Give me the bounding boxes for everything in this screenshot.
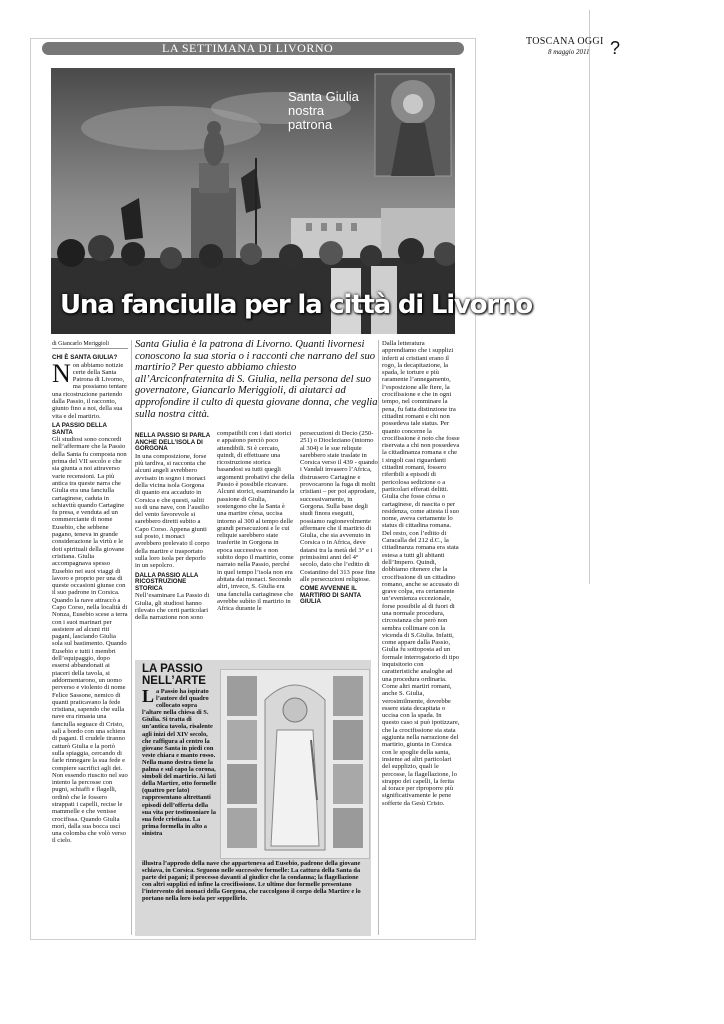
- section-header-bar: [42, 42, 464, 55]
- paragraph: Gli studiosi sono concordi nell’affermare che la Passio della Santa fu composta non prima del VII secolo e che sia giunta a noi attraverso varie recensioni. La più antica tra queste narra che Giulia era una fanciulla cartaginese, caduta in schiavitù quando Cartagine fu presa, e venduta ad un commerciante di nome Eusebio, che sebbene pagano, teneva in grande considerazione la virtù e le doti spirituali della giovane cristiana. Giulia accompagnava spesso Eusebio nei suoi viaggi di lavoro e proprio per una di queste occasioni giunse con il suo padrone in Corsica. Quando la nave attraccò a Capo Corso, nella località di Nonza, Eusebio scese a terra con i suoi marinari per assistere ad alcuni riti pagani, lasciando Giulia sola sul bastimento. Quando Eusebio e tutti i membri dell’equipaggio, dopo essersi abbandonati ai piaceri della tavola, si addormentarono, un uomo perverso e violento di nome Felice Sassone, nemico di quanti praticavano la fede cristiana, sapendo che sulla nave era rimasta una fanciulla seguace di Cristo, salì a bordo con una schiera di pagani. Il crudele tiranno catturò Giulia e la portò sulla spiaggia, cercando di farle rinnegare la sua fede e compiere sacrifici agli dei. Non essendo riuscito nel suo intento la percosse con pugni, schiaffi e flagelli, ordinò che le fossero strappati i capelli, recise le mammelle e che venisse crocifissa. Quando Giulia morì, dalla sua bocca uscì una colomba che volò verso il cielo.: [52, 436, 128, 845]
- column-5: [382, 340, 460, 807]
- sidebar-title: LA PASSIO NELL’ARTE: [142, 663, 206, 687]
- subhead: COME AVVENNE IL MARTIRIO DI SANTA GIULIA: [300, 585, 361, 606]
- dropcap: L: [142, 686, 155, 706]
- intro-text: Santa Giulia è la patrona di Livorno. Quanti livornesi conoscono la sua storia o i racconti che narrano del suo martirio? Per questo abbiamo chiesto all’Arciconfraternita di S. Giulia, nella persona del suo governatore, Giancarlo Meriggioli, di aiutarci ad approfondire il culto di questa giovane donna, che veglia sulla nostra città.: [135, 339, 378, 420]
- subhead: LA PASSIO DELLA SANTA: [52, 421, 107, 436]
- paragraph: In una composizione, forse più tardiva, si racconta che alcuni angeli avrebbero avvisato in sogno i monaci della vicina isola Gorgona di quanto era accaduto in Corsica e che questi, saliti su di una nave, con l’ausilio del vento favorevole si sarebbero diretti subito a Capo Corso. Appena giunti sul posto, i monaci avrebbero prelevato il corpo della martire e trasportato sulla loro isola per deporlo in un sepolcro.: [135, 452, 210, 570]
- column-4: [300, 430, 378, 606]
- sidebar-text: [142, 688, 218, 837]
- subhead: NELLA PASSIO SI PARLA ANCHE DELL’ISOLA DI GORGONA: [135, 432, 210, 453]
- column-rule: [378, 340, 379, 935]
- painting-svg: [221, 670, 369, 858]
- sidebar-caption: illustra l’approdo della nave che apparteneva ad Eusebio, padrone della giovane schiava, in Corsica. Seguono nelle successive formelle: La cattura della Santa da parte dei pagani; il processo davanti al giudice che la condanna; la flagellazione con altri supplizi ed infine la crocifissione. Le ultime due formelle presentano l’intervento dei monaci della Gorgona, che raccolgono il corpo della Martire e lo portano nella loro isola per seppellirlo.: [142, 860, 361, 903]
- column-2: [135, 430, 211, 622]
- column-rule: [131, 340, 132, 935]
- article-intro: [135, 339, 380, 420]
- masthead: TOSCANA OGGI: [526, 36, 604, 47]
- subhead: CHI È SANTA GIULIA?: [52, 354, 118, 361]
- paragraph: Dalla letteratura apprendiamo che i supplizi inferti ai cristiani erano il rogo, la decapitazione, la spada, le torture e più raramente l’annegamento, l’esposizione alle fiere, la crocifissione e che in ogni tempo, nel comminare la pena, fu fatta distinzione tra cittadini romani e chi non possedeva tale status. Per quanto concerne la crocifissione è noto che fosse riservata a chi non possedeva la cittadinanza romana e che i singoli casi riguardanti cittadini romani, fossero riferibili a episodi di pericolosa sedizione o a particolari efferati delitti. Giulia che fosse còrsa o cartaginese, di nascita o per residenza, come attesta il suo nome, aveva certamente lo status di cittadina romana. Del resto, con l’editto di Caracalla del 212 d.C., la cittadinanza romana era stata estesa a tutti gli abitanti dell’Impero. Quindi, dobbiamo ritenere che la crocifissione di un cittadino romano, anche se accusato di grave colpa, era certamente un’evenienza eccezionale, forse possibile al di fuori di una normale procedura, circostanza che però non sembra collimare con la vicenda di S.Giulia. Infatti, come appare dalla Passio, Giulia fu sottoposta ad un formale interrogatorio di tipo inquisitorio con caratteristiche analoghe ad una procedura ordinaria. Come altri martiri romani, anche S. Giulia, verosimilmente, dovrebbe essere stata decapitata o uccisa con la spada. In questo caso si può ipotizzare, che la crocifissione sia stata aggiunta nella narrazione del martirio, giunta in Corsica con le spoglie della santa, insieme ad altri particolari del supplizio, quali le percosse, la flagellazione, lo strappo dei capelli, la ferita al torace per riproporre più significativamente le pene sofferte da Gesù Cristo.: [382, 340, 460, 807]
- byline: di Giancarlo Meriggioli: [52, 341, 128, 349]
- paragraph: Nell’esaminare La Passio di Giulia, gli studiosi hanno rilevato che certi particolari della narrazione non sono: [135, 592, 210, 622]
- hero-kicker: Santa Giulia nostra patrona: [288, 89, 359, 132]
- sidebar-paragraph: a Passio ha ispirato l’autore del quadro collocato sopra l’altare nella chiesa di S. Giulia. Si tratta di un’antica tavola, risalente agli inizi del XIV secolo, che raffigura al centro la giovane Santa in piedi con veste chiara e manto rosso. Nella mano destra tiene la palma e sul capo la corona, simboli del martirio. Ai lati della Martire, otto formelle (quattro per lato) rappresentano altrettanti episodi dell’offerta della sua vita per testimoniare la sua fede cristiana. La prima formella in alto a sinistra: [142, 688, 217, 837]
- altarpiece-image: [220, 669, 370, 859]
- dropcap: N: [52, 358, 71, 388]
- paragraph: compatibili con i dati storici e appaiono perciò poco attendibili. Si è cercato, quindi, di effettuare una ricostruzione storica basandosi su tutti quegli argomenti probativi che della Passio è possibile ricavare. Alcuni storici, esaminando la passione di Giulia, sostengono che la Santa è una martire còrsa, uccisa intorno al 300 al tempo delle grandi persecuzioni e le cui reliquie sarebbero state trasferite in Gorgona in epoca successiva e non subito dopo il martirio, come narrato nella Passio, perché in quel tempo l’isola non era abitata dai monaci. Secondo altri, invece, S. Giulia era una fanciulla cartaginese che avrebbe subìto il martirio in Africa durante le: [217, 430, 295, 613]
- fold-mark: [589, 10, 590, 584]
- issue-date: 8 maggio 2011: [548, 48, 590, 56]
- article-headline: Una fanciulla per la città di Livorno: [60, 290, 532, 320]
- subhead: DALLA PASSIO ALLA RICOSTRUZIONE STORICA: [135, 571, 199, 592]
- page-marker: ?: [610, 38, 621, 58]
- column-3: [217, 430, 295, 612]
- column-1: [52, 352, 128, 845]
- section-title: LA SETTIMANA DI LIVORNO: [162, 41, 334, 55]
- paragraph: persecuzioni di Decio (250-251) o Diocleziano (intorno al 304) e le sue reliquie sarebbero state traslate in Corsica verso il 439 - quando i Vandali invasero l’Africa, distrussero Cartagine e provocarono la fuga di molti cristiani – per poi approdare, successivamente, in Gorgona. Sulla base degli studi finora eseguiti, possiamo ragionevolmente affermare che il martirio di Giulia, che sia avvenuto in Corsica o in Africa, deve datarsi tra la metà del 3° e i primissimi anni del 4° secolo, dato che l’editto di Costantino del 313 pose fine alle persecuzioni religiose.: [300, 430, 378, 583]
- paragraph: on abbiamo notizie certe della Santa Patrona di Livorno, ma possiamo tentare una ricostruzione partendo dalla Passio, il racconto, giunto fino a noi, della sua vita e del martirio.: [52, 361, 127, 420]
